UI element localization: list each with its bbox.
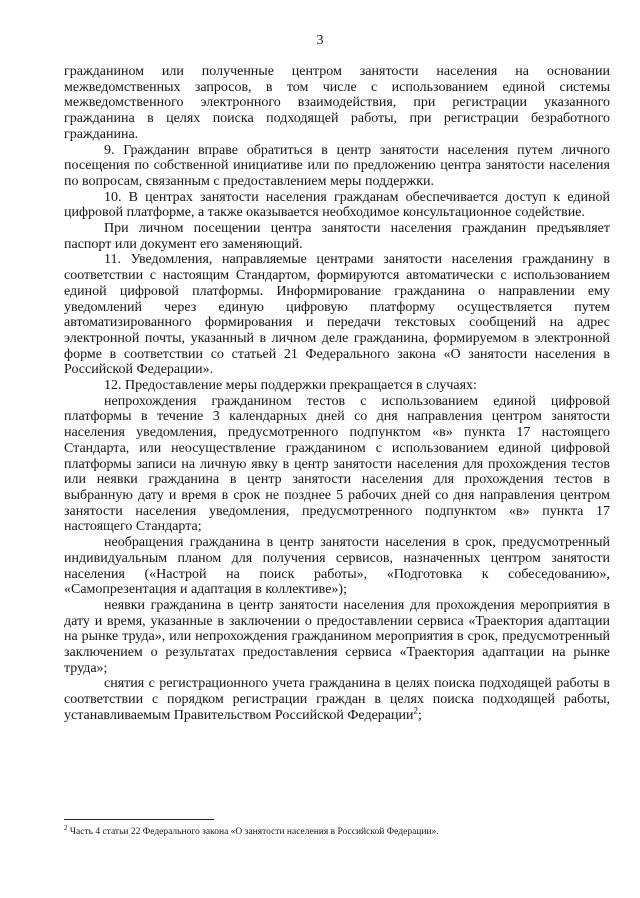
footnote-reference: 2 <box>413 705 418 716</box>
footnote-text: Часть 4 статьи 22 Федерального закона «О занятости населения в Российской Федерации». <box>69 827 439 837</box>
paragraph-case-tests: непрохождения гражданином тестов с использованием единой цифровой платформы в течение 3 календарных дней со дня направления центром занятости населения уведомления, предусмотренного подпунктом «в» пункта 17 настоящего Стандарта, или неосуществление гражданином с использованием единой цифровой платформы записи на личную явку в центр занятости населения для прохождения тестов или неявки гражданина в центр занятости населения для прохождения тестов в выбранную дату и время в срок не позднее 5 рабочих дней со дня направления центром занятости населения уведомления, предусмотренного подпунктом «в» пункта 17 настоящего Стандарта; <box>64 393 610 535</box>
paragraph-item-9: 9. Гражданин вправе обратиться в центр занятости населения путем личного посещения по собственной инициативе или по предложению центра занятости населения по вопросам, связанным с предоставлением меры поддержки. <box>64 142 610 189</box>
footnote-mark: 2 <box>64 823 68 832</box>
paragraph-case-deregistration-text: снятия с регистрационного учета гражданина в целях поиска подходящей работы в соответствии с порядком регистрации граждан в целях поиска подходящей работы, устанавливаемым Правительством Российской Федерации <box>64 676 610 723</box>
paragraph-item-11: 11. Уведомления, направляемые центрами занятости населения гражданину в соответствии с настоящим Стандартом, формируются автоматически с использованием единой цифровой платформы. Информирование гражданина о направлении ему уведомлений через единую цифровую платформу осуществляется путем автоматизированного формирования и передачи текстовых сообщений на адрес электронной почты, указанный в личном деле гражданина, формируемом в электронной форме в соответствии со статьей 21 Федерального закона «О занятости населения в Российской Федерации». <box>64 252 610 378</box>
paragraph-continuation: гражданином или полученные центром занятости населения на основании межведомственных запросов, в том числе с использованием единой системы межведомственного электронного взаимодействия, при регистрации указанного гражданина в целях поиска подходящей работы, при регистрации безработного гражданина. <box>64 64 610 142</box>
page-number: 3 <box>316 33 324 48</box>
paragraph-passport: При личном посещении центра занятости населения гражданин предъявляет паспорт или документ его заменяющий. <box>64 221 610 252</box>
paragraph-case-no-appeal: необращения гражданина в центр занятости населения в срок, предусмотренный индивидуальным планом для получения сервисов, назначенных центром занятости населения («Настрой на поиск работы», «Подготовка к собеседованию», «Самопрезентация и адаптация в коллективе»); <box>64 535 610 598</box>
paragraph-tail: ; <box>418 707 422 723</box>
paragraph-item-10: 10. В центрах занятости населения гражданам обеспечивается доступ к единой цифровой платформе, а также оказывается необходимое консультационное содействие. <box>64 189 610 221</box>
paragraph-case-no-show: неявки гражданина в центр занятости населения для прохождения мероприятия в дату и время, указанные в заключении о предоставлении сервиса «Траектория адаптации на рынке труда», или непрохождения гражданином мероприятия в срок, предусмотренный заключением о результатах предоставления сервиса «Траектория адаптации на рынке труда»; <box>64 597 610 676</box>
paragraph-case-deregistration <box>64 676 610 723</box>
paragraph-item-12: 12. Предоставление меры поддержки прекращается в случаях: <box>104 378 477 394</box>
footnote-divider <box>64 819 214 820</box>
footnote <box>64 823 610 838</box>
body-text <box>64 64 610 724</box>
